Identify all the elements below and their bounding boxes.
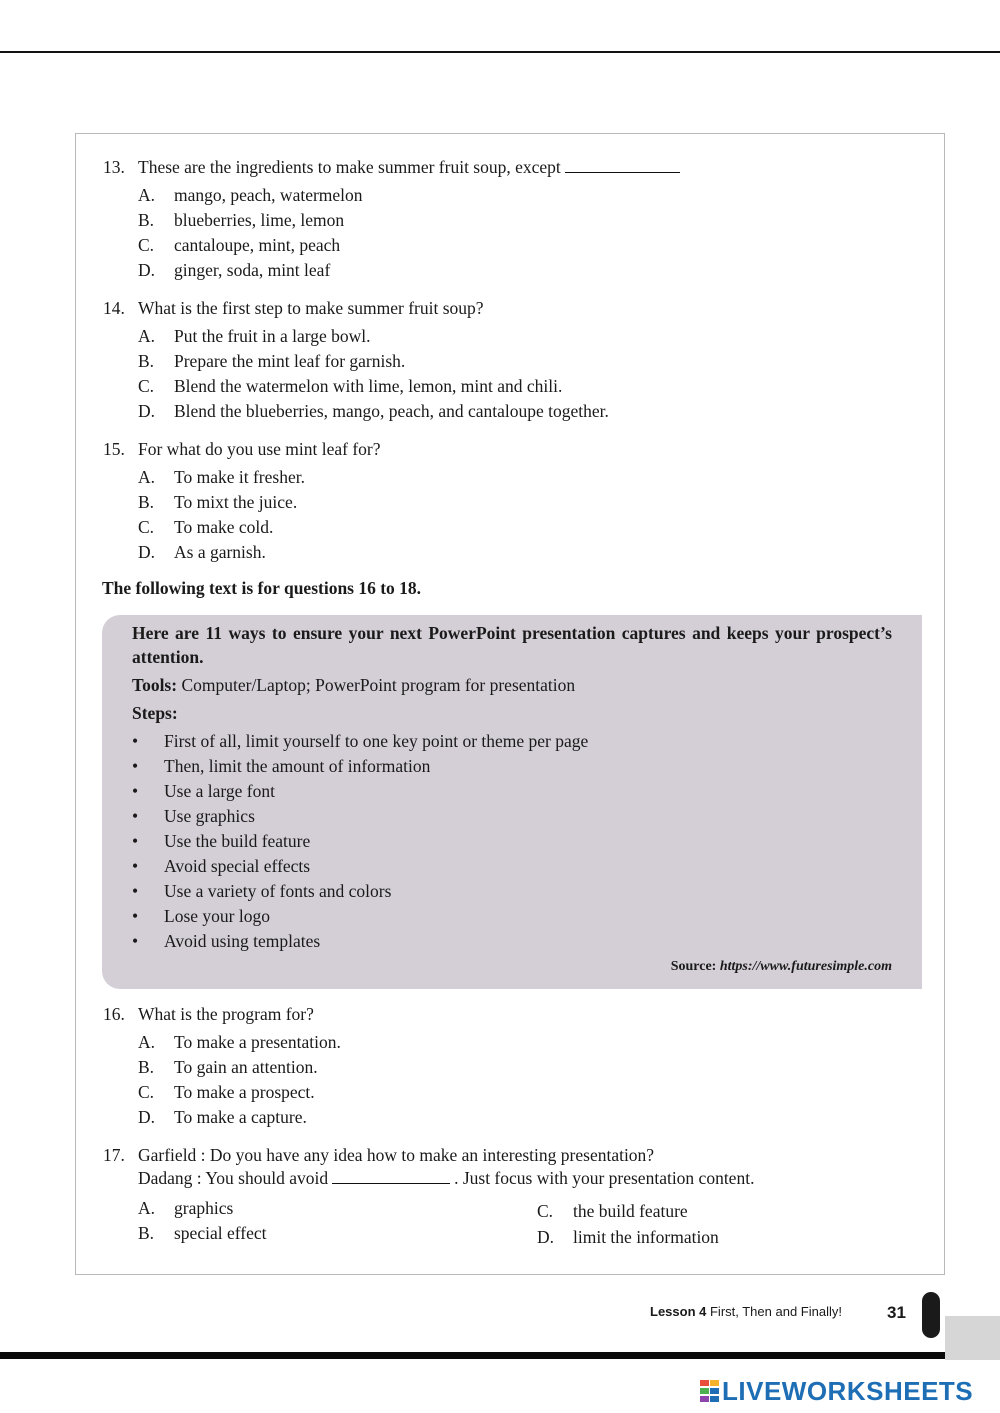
option-16a[interactable]: A. To make a presentation. <box>138 1032 341 1052</box>
option-17b[interactable]: B. special effect <box>138 1223 267 1243</box>
option-13a[interactable]: A. mango, peach, watermelon <box>138 185 363 205</box>
option-14d[interactable]: D. Blend the blueberries, mango, peach, and cantaloupe together. <box>138 401 609 421</box>
option-13b[interactable]: B. blueberries, lime, lemon <box>138 210 345 230</box>
text-title: Here are 11 ways to ensure your next PowerPoint presentation captures and keeps your prospect’s attention. <box>132 623 892 667</box>
question-stem: For what do you use mint leaf for? <box>138 439 381 459</box>
option-14c[interactable]: C. Blend the watermelon with lime, lemon, mint and chili. <box>138 376 563 396</box>
question-number: 14. <box>103 298 125 318</box>
option-16c[interactable]: C. To make a prospect. <box>138 1082 315 1102</box>
option-16d[interactable]: D. To make a capture. <box>138 1107 307 1127</box>
dialogue-line-1: Garfield : Do you have any idea how to make an interesting presentation? <box>138 1145 655 1165</box>
list-item: • Use the build feature <box>132 831 311 851</box>
answer-blank <box>565 158 680 173</box>
lesson-footer: Lesson 4 First, Then and Finally! <box>650 1304 842 1319</box>
option-17c[interactable]: C. the build feature <box>537 1201 688 1221</box>
question-number: 17. <box>103 1145 125 1165</box>
list-item: • Avoid special effects <box>132 856 311 876</box>
section-heading: The following text is for questions 16 to 18. <box>102 578 422 598</box>
steps-list <box>132 729 588 954</box>
list-item: • Use a variety of fonts and colors <box>132 881 392 901</box>
option-17d[interactable]: D. limit the information <box>537 1227 719 1247</box>
reading-text-box <box>102 615 922 989</box>
source-line: Source: https://www.futuresimple.com <box>670 959 892 974</box>
option-13d[interactable]: D. ginger, soda, mint leaf <box>138 260 331 280</box>
option-13c[interactable]: C. cantaloupe, mint, peach <box>138 235 341 255</box>
dialogue-line-2: Dadang : You should avoid . Just focus with your presentation content. <box>138 1168 755 1188</box>
steps-label: Steps: <box>132 703 178 723</box>
brand-name[interactable]: LIVEWORKSHEETS <box>722 1376 974 1406</box>
list-item: • First of all, limit yourself to one key point or theme per page <box>132 731 589 751</box>
question-number: 16. <box>103 1004 125 1024</box>
option-15c[interactable]: C. To make cold. <box>138 517 274 537</box>
question-stem: What is the program for? <box>138 1004 314 1024</box>
option-14a[interactable]: A. Put the fruit in a large bowl. <box>138 326 371 346</box>
page-number: 31 <box>887 1303 906 1322</box>
option-15a[interactable]: A. To make it fresher. <box>138 467 305 487</box>
question-number: 13. <box>103 157 125 177</box>
top-rule <box>0 51 1000 53</box>
option-15b[interactable]: B. To mixt the juice. <box>138 492 298 512</box>
liveworksheets-logo-icon <box>700 1380 720 1402</box>
list-item: • Use a large font <box>132 781 275 801</box>
bottom-rule <box>0 1352 945 1359</box>
option-17a[interactable]: A. graphics <box>138 1198 234 1218</box>
list-item: • Use graphics <box>132 806 255 826</box>
tools-line: Tools: Computer/Laptop; PowerPoint program for presentation <box>132 675 576 695</box>
option-15d[interactable]: D. As a garnish. <box>138 542 266 562</box>
question-number: 15. <box>103 439 125 459</box>
list-item: • Lose your logo <box>132 906 270 926</box>
option-16b[interactable]: B. To gain an attention. <box>138 1057 318 1077</box>
list-item: • Then, limit the amount of information <box>132 756 431 776</box>
question-stem: What is the first step to make summer fruit soup? <box>138 298 484 318</box>
answer-blank <box>332 1169 450 1184</box>
list-item: • Avoid using templates <box>132 931 321 951</box>
corner-block <box>945 1316 1000 1360</box>
page-tab <box>922 1292 940 1338</box>
question-stem: These are the ingredients to make summer fruit soup, except <box>138 155 680 180</box>
option-14b[interactable]: B. Prepare the mint leaf for garnish. <box>138 351 406 371</box>
